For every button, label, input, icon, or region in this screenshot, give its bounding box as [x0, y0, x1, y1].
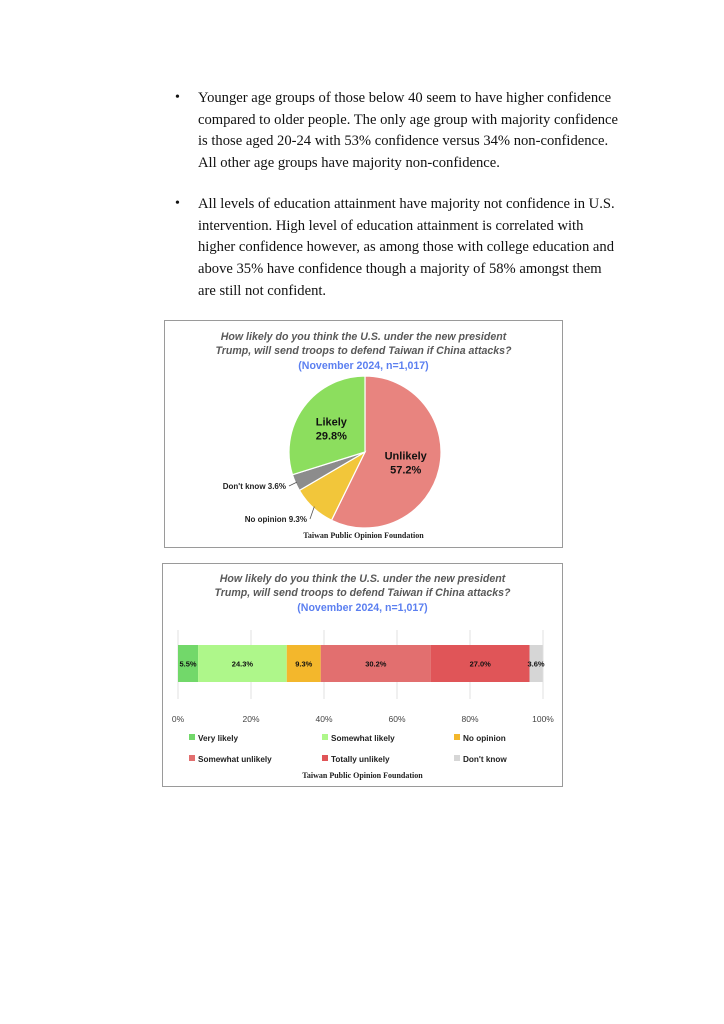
- bar-chart-subtitle: (November 2024, n=1,017): [297, 602, 428, 614]
- bar-value-label-somewhat-likely: 24.3%: [231, 659, 254, 669]
- pie-value-unlikely: 57.2%: [390, 464, 422, 477]
- legend-swatch-totally-unlikely: [322, 755, 328, 761]
- legend-swatch-somewhat-unlikely: [189, 755, 195, 761]
- bar-tick-label: 0%: [171, 714, 185, 724]
- bar-tick-label: 100%: [532, 714, 554, 724]
- bullet-text: All levels of education attainment have majority not confidence in U.S. intervention. High level of education attainment is correlated with higher confidence however, as among those with college education and above 35% have confidence though a majority of 58% amongst them are still not confident.: [198, 195, 615, 299]
- pie-chart-title-line1: How likely do you think the U.S. under the new president: [220, 331, 507, 343]
- bullet-age-groups: [170, 88, 620, 175]
- bar-value-label-somewhat-unlikely: 30.2%: [365, 659, 387, 669]
- bar-tick-label: 60%: [388, 714, 406, 724]
- pie-leader-line-no-opinion: [310, 507, 314, 519]
- bar-chart-source: Taiwan Public Opinion Foundation: [302, 771, 423, 780]
- pie-value-likely: 29.8%: [315, 430, 347, 443]
- bar-chart-title-line1: How likely do you think the U.S. under the new president: [219, 573, 506, 585]
- legend-swatch-no-opinion: [454, 734, 460, 740]
- bar-value-label-very-likely: 5.5%: [179, 659, 197, 669]
- legend-label-very-likely: Very likely: [198, 734, 239, 743]
- bar-chart-svg: [163, 564, 562, 786]
- stacked-bar-figure: [162, 563, 563, 787]
- legend-label-don-t-know: Don't know: [463, 755, 507, 764]
- bar-value-label-no-opinion: 9.3%: [295, 659, 313, 669]
- pie-outer-label-don-t-know: Don't know 3.6%: [222, 482, 286, 491]
- pie-chart-title-line2: Trump, will send troops to defend Taiwan if China attacks?: [215, 345, 512, 357]
- pie-chart-svg: [165, 321, 562, 547]
- legend-label-no-opinion: No opinion: [463, 734, 506, 743]
- legend-swatch-somewhat-likely: [322, 734, 328, 740]
- bullet-list: [170, 88, 620, 321]
- pie-chart-subtitle: (November 2024, n=1,017): [298, 360, 429, 372]
- pie-outer-label-no-opinion: No opinion 9.3%: [244, 515, 307, 524]
- bullet-dot-icon: •: [175, 90, 180, 105]
- bar-tick-label: 40%: [315, 714, 333, 724]
- legend-label-somewhat-unlikely: Somewhat unlikely: [198, 755, 272, 764]
- bullet-dot-icon: •: [175, 195, 180, 211]
- legend-swatch-don-t-know: [454, 755, 460, 761]
- pie-chart-figure: [164, 320, 563, 548]
- bullet-text: Younger age groups of those below 40 seem to have higher confidence compared to older people. The only age group with majority confidence is those aged 20-24 with 53% confidence versus 34% non-confidence. All other age groups have majority non-confidence.: [198, 90, 618, 172]
- pie-label-unlikely: Unlikely: [384, 450, 427, 463]
- legend-label-totally-unlikely: Totally unlikely: [331, 755, 390, 764]
- bar-tick-label: 20%: [242, 714, 260, 724]
- bar-value-label-totally-unlikely: 27.0%: [469, 659, 491, 669]
- bar-tick-label: 80%: [461, 714, 479, 724]
- bar-chart-title-line2: Trump, will send troops to defend Taiwan if China attacks?: [214, 587, 511, 599]
- legend-label-somewhat-likely: Somewhat likely: [331, 734, 395, 743]
- pie-label-likely: Likely: [315, 416, 347, 429]
- legend-swatch-very-likely: [189, 734, 195, 740]
- bullet-education: [170, 194, 620, 303]
- bar-value-label-don-t-know: 3.6%: [527, 659, 545, 669]
- pie-chart-source: Taiwan Public Opinion Foundation: [303, 531, 424, 540]
